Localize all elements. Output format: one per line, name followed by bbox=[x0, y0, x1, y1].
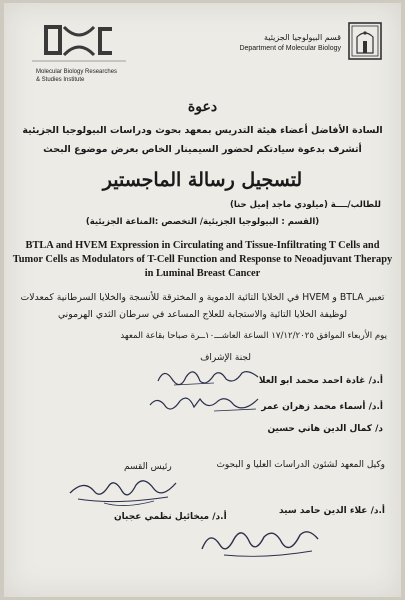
invitation-document bbox=[4, 3, 401, 597]
thesis-title-en: BTLA and HVEM Expression in Circulating and Tissue-Infiltrating T Cells and Tumor Cells as Modulators of T-Cell Function and Response to Neoadjuvant Therapy in Luminal Breast Cancer bbox=[12, 240, 393, 279]
signature-supervisor-1 bbox=[154, 361, 264, 391]
head-of-department-name: أ.د/ ميخائيل نظمي عجبان bbox=[114, 512, 227, 522]
supervisor-3: د/ كمال الدين هاني حسين bbox=[267, 424, 383, 434]
institute-logo bbox=[24, 21, 134, 91]
signature-supervisor-2 bbox=[144, 391, 264, 417]
seminar-date: يوم الأربعاء الموافق ١٧/١٢/٢٠٢٥ الساعة العاشـــ١٠ــرة صباحا بقاعة المعهد bbox=[120, 331, 387, 341]
head-of-department-title: رئيس القسم bbox=[124, 462, 172, 472]
university-crest-icon bbox=[347, 21, 383, 61]
thesis-title-ar: تعبير BTLA و HVEM في الخلايا التائية الدموية و المخترقة للأنسجة والخلايا السرطانية كمعدلات لوظيفة الخلايا التائية والاستجابة للعلاج المساعد في سرطان الثدي الهرموني bbox=[20, 292, 385, 320]
thesis-heading: لتسجيل رسالة الماجستير bbox=[102, 169, 303, 191]
salutation-line: السادة الأفاضل أعضاء هيئة التدريس بمعهد بحوث ودراسات البيولوجيا الجزيئية bbox=[22, 125, 383, 136]
vice-dean-title: وكيل المعهد لشئون الدراسات العليا و البحوث bbox=[216, 460, 385, 470]
logo-text-2: & Studies Institute bbox=[36, 77, 85, 83]
department-specialty: (القسم : البيولوجيا الجزيئية/ التخصص :المناعة الجزيئية) bbox=[85, 217, 320, 227]
invitation-line: أتشرف بدعوة سيادتكم لحضور السيمينار الخاص بعرض موضوع البحث bbox=[43, 144, 362, 155]
student-name: للطالب/ــــة (ميلودي ماجد إميل حنا) bbox=[229, 200, 381, 210]
invitation-word: دعوة bbox=[187, 99, 218, 115]
supervisor-2: أ.د/ أسماء محمد زهران عمر bbox=[261, 402, 383, 412]
supervisor-1: أ.د/ غادة احمد محمد ابو العلا bbox=[258, 376, 383, 386]
committee-heading: لجنة الإشراف bbox=[200, 353, 251, 363]
logo-text-1: Molecular Biology Researches bbox=[36, 69, 118, 75]
department-name-en: Department of Molecular Biology bbox=[239, 45, 341, 52]
signature-vice-dean bbox=[64, 469, 184, 511]
vice-dean-name: أ.د/ علاء الدين حامد سيد bbox=[278, 506, 385, 516]
signature-head-of-department bbox=[194, 521, 324, 561]
department-name-ar: قسم البيولوجيا الجزيئية bbox=[264, 33, 341, 42]
